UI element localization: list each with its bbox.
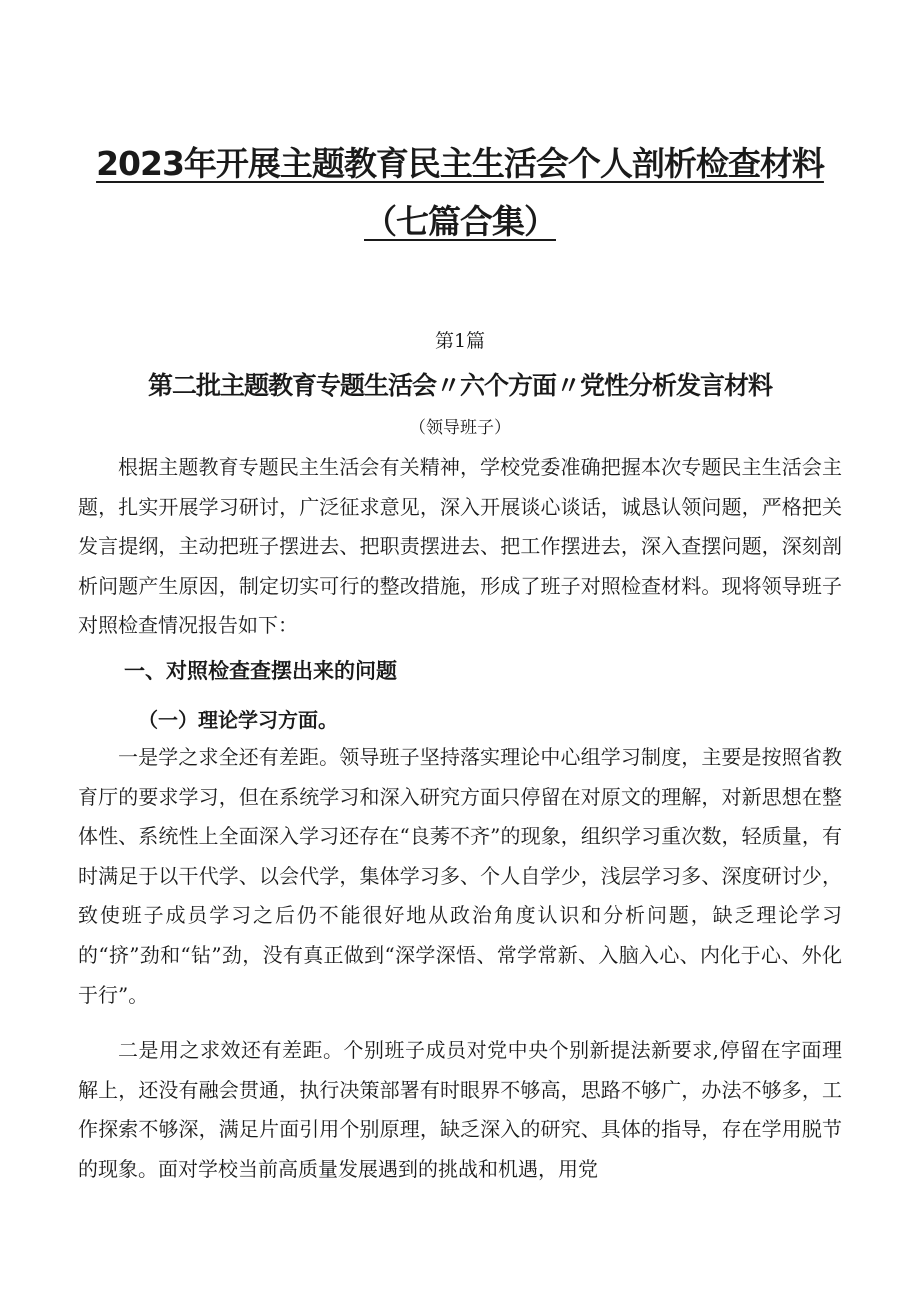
body-paragraph-2: 二是用之求效还有差距。个别班子成员对党中央个别新提法新要求,停留在字面理解上，还没有融会贯通，执行决策部署有时眼界不够高，思路不够广，办法不够多，工作探索不够深，满足片面引用个别原理，缺乏深入的研究、具体的指导，存在学用脱节的现象。面对学校当前高质量发展遇到的挑战和机遇，用党	[78, 1038, 842, 1181]
subtitle-note: （领导班子）	[409, 418, 511, 438]
section-heading: 一、对照检查查摆出来的问题	[124, 659, 397, 683]
document-title-text: （七篇合集）	[364, 202, 556, 241]
intro-paragraph: 根据主题教育专题民主生活会有关精神，学校党委准确把握本次专题民主生活会主题，扎实开展学习研讨，广泛征求意见，深入开展谈心谈话，诚恳认领问题，严格把关发言提纲，主动把班子摆进去、把职责摆进去、把工作摆进去，深入查摆问题，深刻剖析问题产生原因，制定切实可行的整改措施，形成了班子对照检查材料。现将领导班子对照检查情况报告如下：	[78, 455, 842, 638]
chapter-label: 第1篇	[434, 330, 486, 352]
chapter-subtitle: 第二批主题教育专题生活会〃六个方面〃党性分析发言材料	[147, 371, 772, 400]
subsection-heading: （一）理论学习方面。	[138, 708, 338, 732]
document-title-line1	[0, 138, 920, 185]
body-paragraph-1: 一是学之求全还有差距。领导班子坚持落实理论中心组学习制度，主要是按照省教育厅的要求学习，但在系统学习和深入研究方面只停留在对原文的理解，对新思想在整体性、系统性上全面深入学习还存在“良莠不齐”的现象，组织学习重次数，轻质量，有时满足于以干代学、以会代学，集体学习多、个人自学少，浅层学习多、深度研讨少，致使班子成员学习之后仍不能很好地从政治角度认识和分析问题，缺乏理论学习的“挤”劲和“钻”劲，没有真正做到“深学深悟、常学常新、入脑入心、内化于心、外化于行”。	[78, 745, 842, 1007]
document-title-text: 2023年开展主题教育民主生活会个人剖析检查材料	[96, 144, 824, 183]
document-title-line2	[0, 196, 920, 243]
